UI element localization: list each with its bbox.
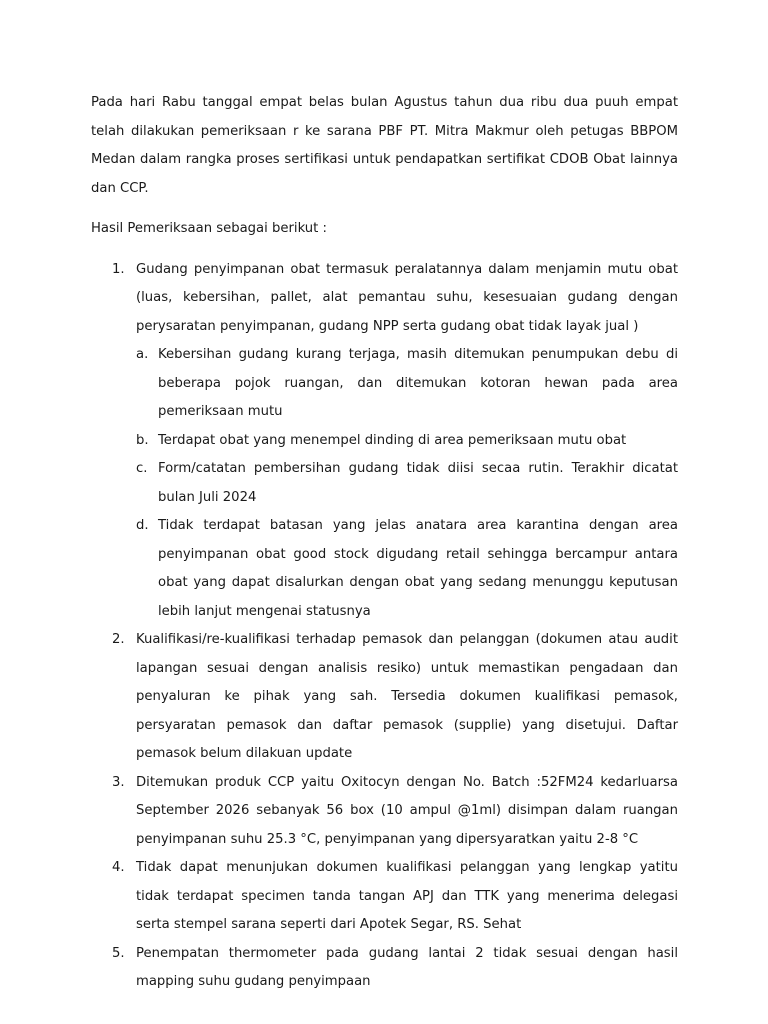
document-page: [91, 89, 678, 997]
sub-finding-text: Terdapat obat yang menempel dinding di area pemeriksaan mutu obat: [158, 432, 627, 448]
finding-item-1: [91, 256, 678, 627]
finding-number: 4.: [112, 860, 125, 875]
sub-finding-c: [136, 455, 678, 512]
sub-finding-letter: a.: [136, 347, 149, 362]
sub-finding-a: [136, 341, 678, 427]
sub-finding-text: Form/catatan pembersihan gudang tidak diisi secaa rutin. Terakhir dicatat bulan Juli 2024: [158, 461, 678, 505]
sub-finding-letter: c.: [136, 461, 148, 476]
finding-text: Kualifikasi/re-kualifikasi terhadap pemasok dan pelanggan (dokumen atau audit lapangan sesuai dengan analisis resiko) untuk memastikan pengadaan dan penyaluran ke pihak yang sah. Tersedia dokumen kualifikasi pemasok, persyaratan pemasok dan daftar pemasok (supplie) yang disetujui. Daftar pemasok belum dilakuan update: [136, 632, 678, 761]
intro-paragraph: Pada hari Rabu tanggal empat belas bulan Agustus tahun dua ribu dua puuh empat telah dilakukan pemeriksaan r ke sarana PBF PT. Mitra Makmur oleh petugas BBPOM Medan dalam rangka proses sertifikasi untuk pendapatkan sertifikat CDOB Obat lainnya dan CCP.: [91, 95, 678, 196]
finding-text: Tidak dapat menunjukan dokumen kualifikasi pelanggan yang lengkap yatitu tidak terdapat specimen tanda tangan APJ dan TTK yang menerima delegasi serta stempel sarana seperti dari Apotek Segar, RS. Sehat: [136, 860, 678, 932]
finding-text: Penempatan thermometer pada gudang lantai 2 tidak sesuai dengan hasil mapping suhu gudang penyimpaan: [136, 945, 678, 989]
finding-number: 5.: [112, 945, 125, 961]
sub-finding-letter: b.: [136, 432, 149, 448]
finding-item-3: [91, 769, 678, 855]
results-heading: Hasil Pemeriksaan sebagai berikut :: [91, 221, 327, 236]
sub-finding-b: [136, 427, 678, 456]
sub-finding-text: Kebersihan gudang kurang terjaga, masih ditemukan penumpukan debu di beberapa pojok ruangan, dan ditemukan kotoran hewan pada area pemeriksaan mutu: [158, 347, 678, 419]
sub-finding-letter: d.: [136, 518, 149, 533]
finding-number: 2.: [112, 632, 125, 647]
findings-list: [91, 256, 678, 997]
finding-number: 3.: [112, 774, 125, 790]
sub-finding-text: Tidak terdapat batasan yang jelas anatara area karantina dengan area penyimpanan obat good stock digudang retail sehingga bercampur antara obat yang dapat disalurkan dengan obat yang sedang menunggu keputusan lebih lanjut mengenai statusnya: [158, 518, 678, 619]
finding-item-2: [91, 626, 678, 769]
finding-number: 1.: [112, 261, 125, 277]
finding-text: Gudang penyimpanan obat termasuk peralatannya dalam menjamin mutu obat (luas, kebersihan, pallet, alat pemantau suhu, kesesuaian gudang dengan perysaratan penyimpanan, gudang NPP serta gudang obat tidak layak jual ): [136, 261, 678, 334]
finding-text: Ditemukan produk CCP yaitu Oxitocyn dengan No. Batch :52FM24 kedarluarsa September 2026 sebanyak 56 box (10 ampul @1ml) disimpan dalam ruangan penyimpanan suhu 25.3 °C, penyimpanan yang dipersyaratkan yaitu 2-8 °C: [136, 774, 678, 847]
sub-finding-d: [136, 512, 678, 626]
finding-item-4: [91, 854, 678, 940]
sub-findings-list: [136, 341, 678, 626]
finding-item-5: [91, 940, 678, 997]
